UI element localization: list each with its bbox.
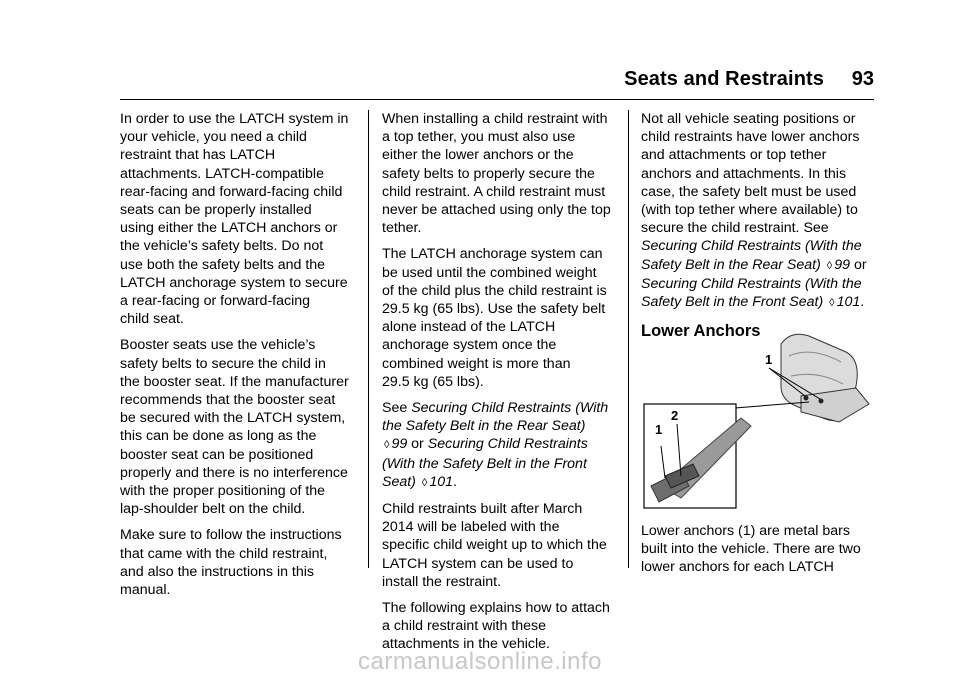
text: Not all vehicle seating positions or child restraints have lower anchors and attachments or top tether anchors and attachments. In this case, the safety belt must be used (with top tether where available) to secure the child restraint. See — [641, 111, 860, 237]
column-1 — [120, 110, 356, 607]
column-divider — [628, 110, 629, 568]
text: . — [452, 473, 457, 490]
paragraph: When installing a child restraint with a top tether, you must also use either the lower anchors or the safety belts to properly secure the child restraint. A child restraint must never be attached using only the top tether. — [382, 111, 611, 237]
figure-caption: Lower anchors (1) are metal bars built into the vehicle. There are two lower anchors for each LATCH — [641, 523, 861, 576]
column-3 — [641, 110, 877, 348]
paragraph: The LATCH anchorage system can be used until the combined weight of the child plus the child restraint is 29.5 kg (65 lbs). Use the safety belt alone instead of the LATCH anchorage system once the combined weight is more than 29.5 kg (65 lbs). — [382, 246, 607, 390]
page-ref[interactable]: 101 — [429, 473, 453, 490]
watermark: carmanualsonline.info — [358, 648, 602, 675]
cross-reference-link[interactable]: Securing Child Restraints (With the Safety Belt in the Front Seat) — [641, 275, 862, 311]
page-number: 93 — [851, 68, 874, 90]
paragraph: Booster seats use the vehicle’s safety belts to secure the child in the booster seat. If the manufacturer recommends that the booster seat be secured with the LATCH system, this can be done as long as the booster seat can be positioned properly and there is no interference with the proper positioning of the lap-shoulder belt on the child. — [120, 337, 349, 518]
paragraph-with-links — [641, 110, 877, 312]
lower-anchors-figure — [641, 326, 881, 516]
page-ref-icon: ◊ — [829, 297, 835, 310]
cross-reference-link[interactable]: Securing Child Restraints (With the Safety Belt in the Rear Seat) — [641, 238, 862, 273]
subheading: Lower Anchors — [641, 322, 761, 341]
callout-1: 1 — [655, 422, 663, 437]
section-title: Seats and Restraints — [624, 68, 824, 90]
paragraph: Child restraints built after March 2014 will be labeled with the specific child weight up to which the LATCH system can be used to install the restraint. — [382, 501, 607, 590]
text: or — [411, 436, 424, 453]
text: See — [382, 400, 408, 417]
page-ref[interactable]: 99 — [834, 256, 850, 273]
cross-reference-link[interactable]: Securing Child Restraints (With the Safety Belt in the Front Seat) — [382, 436, 588, 490]
callout-1-top: 1 — [765, 352, 773, 367]
page-ref[interactable]: 101 — [836, 294, 861, 311]
page-ref[interactable]: 99 — [391, 436, 408, 453]
paragraph: In order to use the LATCH system in your vehicle, you need a child restraint that has LATCH attachments. LATCH-compatible rear-facing and forward-facing child seats can be properly installed using either the LATCH anchors or the vehicle’s safety belts. Do not use both the safety belts and the LATCH anchorage system to secure a rear-facing or forward-facing child seat. — [120, 111, 349, 328]
column-divider — [368, 110, 369, 568]
page-ref-icon: ◊ — [421, 476, 428, 489]
callout-2: 2 — [671, 408, 679, 423]
page-header — [120, 58, 874, 98]
column-2 — [382, 110, 618, 662]
paragraph-with-links — [382, 399, 618, 492]
text: . — [860, 294, 865, 311]
page-ref-icon: ◊ — [826, 259, 833, 272]
header-divider — [120, 99, 874, 100]
page-ref-icon: ◊ — [384, 439, 390, 452]
paragraph: Make sure to follow the instructions that came with the child restraint, and also the instructions in this manual. — [120, 527, 342, 599]
cross-reference-link[interactable]: Securing Child Restraints (With the Safety Belt in the Rear Seat) — [382, 400, 609, 435]
paragraph: The following explains how to attach a child restraint with these attachments in the vehicle. — [382, 600, 610, 653]
text: or — [853, 256, 867, 273]
